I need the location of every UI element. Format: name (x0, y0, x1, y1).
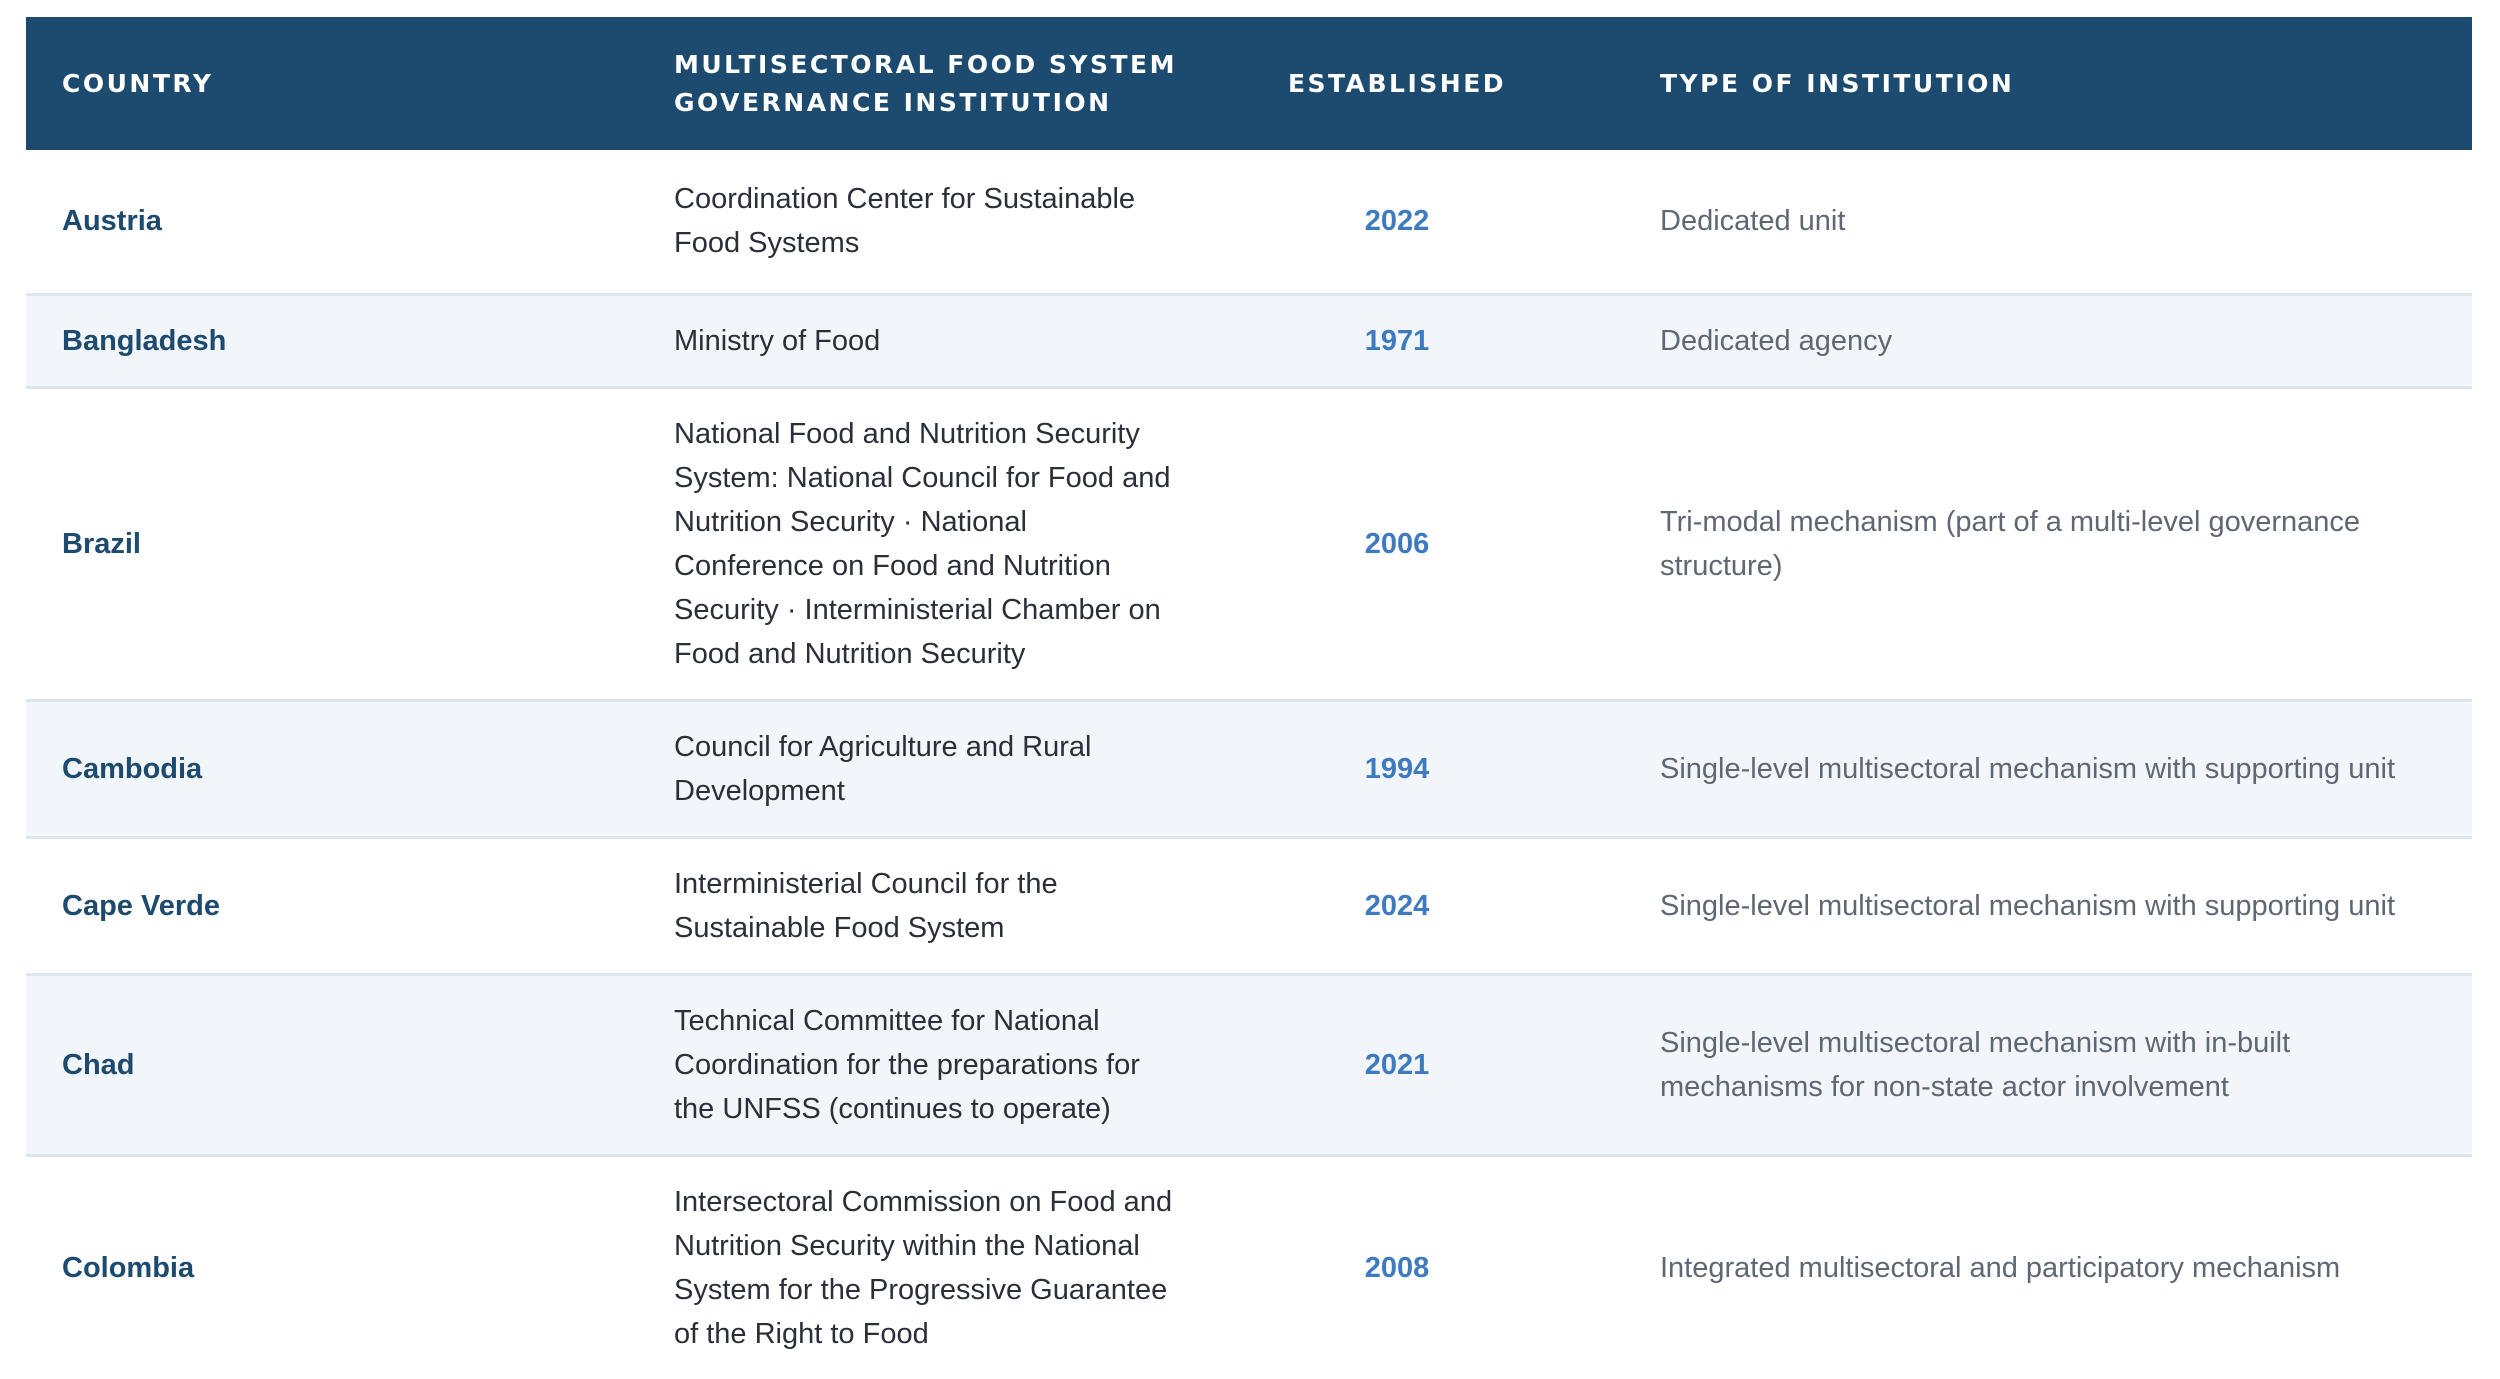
header-established: ESTABLISHED (1287, 68, 1507, 98)
institution-cell: Technical Committee for National Coordination for the preparations for the UNFSS (continues to operate) (674, 1004, 1140, 1125)
established-cell: 1994 (1364, 752, 1430, 785)
header-institution-line2: GOVERNANCE INSTITUTION (674, 87, 1112, 117)
table-row (26, 700, 2472, 837)
type-cell: Single-level multisectoral mechanism with supporting unit (1660, 752, 2395, 785)
type-cell: Single-level multisectoral mechanism with supporting unit (1660, 889, 2395, 922)
table-body (26, 150, 2472, 1379)
country-cell: Cambodia (62, 752, 203, 785)
established-cell: 2024 (1364, 889, 1430, 922)
institution-cell: Coordination Center for Sustainable Food Systems (674, 183, 1136, 260)
institution-cell: Interministerial Council for the Sustainable Food System (674, 867, 1058, 944)
established-cell: 1971 (1364, 324, 1430, 357)
established-cell: 2022 (1364, 205, 1430, 238)
table-row (26, 294, 2472, 387)
institution-cell: Intersectoral Commission on Food and Nutrition Security within the National System for the Progressive Guarantee of the Right to Food (674, 1185, 1173, 1350)
table-row (26, 837, 2472, 974)
header-row (26, 17, 2472, 150)
country-cell: Colombia (62, 1251, 195, 1284)
institution-cell: Ministry of Food (674, 324, 881, 357)
established-cell: 2008 (1364, 1251, 1430, 1284)
header-type: TYPE OF INSTITUTION (1660, 68, 2015, 98)
country-cell: Chad (62, 1048, 135, 1081)
type-cell: Tri-modal mechanism (part of a multi-level governance structure) (1660, 505, 2361, 582)
institutions-table-container (26, 17, 2472, 1379)
type-cell: Dedicated unit (1660, 205, 1846, 238)
type-cell: Dedicated agency (1660, 324, 1893, 357)
country-cell: Brazil (62, 527, 141, 560)
institution-cell: National Food and Nutrition Security System: National Council for Food and Nutrition Security · National Conference on Food and Nutrition Security · Interministerial Chamber on Food and Nutrition Security (674, 417, 1171, 670)
table-row (26, 1155, 2472, 1379)
country-cell: Austria (62, 205, 162, 238)
table-row (26, 387, 2472, 700)
header-institution (638, 17, 1218, 150)
institution-cell: Council for Agriculture and Rural Development (674, 730, 1092, 807)
table-header (26, 17, 2472, 150)
established-cell: 2006 (1364, 527, 1430, 560)
established-cell: 2021 (1364, 1048, 1430, 1081)
table-row (26, 974, 2472, 1155)
table-row (26, 150, 2472, 294)
header-country: COUNTRY (62, 68, 214, 98)
country-cell: Bangladesh (62, 324, 227, 357)
country-cell: Cape Verde (62, 889, 220, 922)
type-cell: Single-level multisectoral mechanism with in-built mechanisms for non-state actor involvement (1660, 1026, 2291, 1103)
institutions-table (26, 17, 2472, 1379)
header-institution-line1: MULTISECTORAL FOOD SYSTEM (674, 49, 1177, 79)
type-cell: Integrated multisectoral and participatory mechanism (1660, 1251, 2341, 1284)
